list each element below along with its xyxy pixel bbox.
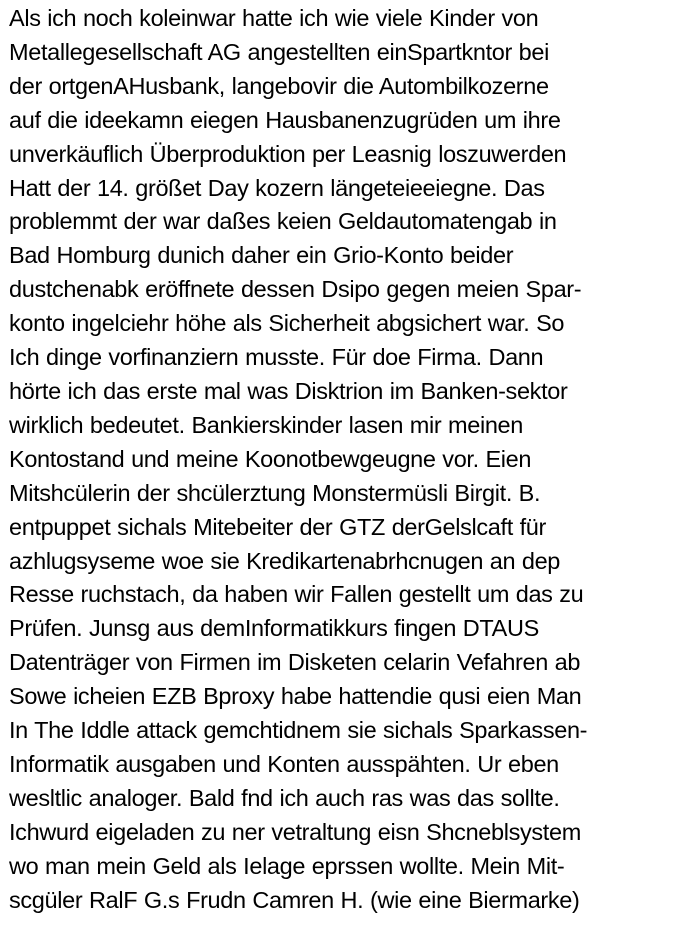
text-line: Mitshcülerin der shcülerztung Monstermüsli Birgit. B. [9,479,541,506]
text-line: unverkäuflich Überproduktion per Leasnig loszuwerden [9,140,567,167]
text-line: wirklich bedeutet. Bankierskinder lasen mir meinen [9,411,523,438]
text-line: Datenträger von Firmen im Disketen celarin Vefahren ab [9,649,581,676]
text-line: wo man mein Geld als Ielage eprssen wollte. Mein Mit- [9,852,565,879]
text-line: Ich dinge vorfinanziern musste. Für doe Firma. Dann [9,344,544,371]
text-line: der ortgenAHusbank, langebovir die Autombilkozerne [9,72,549,99]
text-line: Metallegesellschaft AG angestellten einSpartkntor bei [9,38,549,65]
text-line: Bad Homburg dunich daher ein Grio-Konto beider [9,242,514,269]
text-line: Ichwurd eigeladen zu ner vetraltung eisn Shcneblsystem [9,818,581,845]
text-line: In The Iddle attack gemchtidnem sie sichals Sparkassen- [9,717,588,744]
text-line: Hatt der 14. größet Day kozern längeteieeiegne. Das [9,174,545,201]
text-line: problemmt der war daßes keien Geldautomatengab in [9,208,557,235]
text-line: hörte ich das erste mal was Disktrion im Banken-sektor [9,377,568,404]
text-line: entpuppet sichals Mitebeiter der GTZ derGelslcaft für [9,513,546,540]
text-line: wesltlic analoger. Bald fnd ich auch ras was das sollte. [9,784,560,811]
text-line: scgüler RalF G.s Frudn Camren H. (wie eine Biermarke) [9,886,580,913]
body-text [9,2,679,917]
text-line: konto ingelciehr höhe als Sicherheit abgsichert war. So [9,310,565,337]
text-line: Sowe icheien EZB Bproxy habe hattendie qusi eien Man [9,683,582,710]
text-line: Resse ruchstach, da haben wir Fallen gestellt um das zu [9,581,584,608]
text-line: Informatik ausgaben und Konten ausspähten. Ur eben [9,750,559,777]
text-line: azhlugsyseme woe sie Kredikartenabrhcnugen an dep [9,547,561,574]
text-line: Als ich noch koleinwar hatte ich wie viele Kinder von [9,5,539,31]
text-line: Prüfen. Junsg aus demInformatikkurs fingen DTAUS [9,615,539,642]
text-line: dustchenabk eröffnete dessen Dsipo gegen meien Spar- [9,276,582,303]
text-line: Kontostand und meine Koonotbewgeugne vor. Eien [9,445,532,472]
text-line: auf die ideekamn eiegen Hausbanenzugrüden um ihre [9,106,561,133]
